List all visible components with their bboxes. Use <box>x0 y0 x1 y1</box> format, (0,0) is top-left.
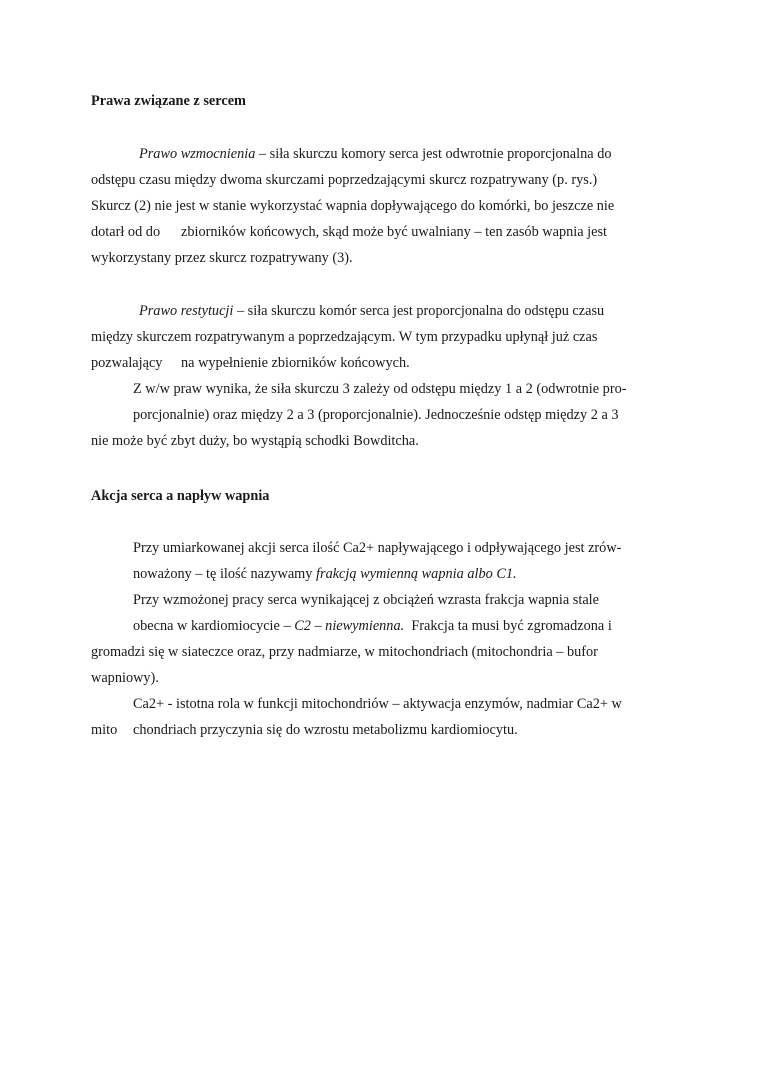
italic-term: frakcją wymienną wapnia albo C1. <box>316 566 517 582</box>
section-heading: Prawa związane z sercem <box>91 93 246 109</box>
paragraph-line: mito <box>91 722 118 738</box>
paragraph-line: Ca2+ - istotna rola w funkcji mitochondriów – aktywacja enzymów, nadmiar Ca2+ w <box>133 696 622 712</box>
paragraph-line <box>139 145 612 163</box>
paragraph-line <box>133 617 612 635</box>
paragraph-line: gromadzi się w siateczce oraz, przy nadmiarze, w mitochondriach (mitochondria – bufor <box>91 644 598 660</box>
law-term: Prawo wzmocnienia <box>139 146 256 162</box>
paragraph-line: pozwalający <box>91 355 163 371</box>
paragraph-line: na wypełnienie zbiorników końcowych. <box>181 355 410 371</box>
text-run: Frakcja ta musi być zgromadzona i <box>404 618 612 634</box>
law-definition: – siła skurczu komór serca jest proporcjonalna do odstępu czasu <box>233 303 605 319</box>
text-run: noważony – tę ilość nazywamy <box>133 566 317 582</box>
paragraph-line: Skurcz (2) nie jest w stanie wykorzystać wapnia dopływającego do komórki, bo jeszcze nie <box>91 198 615 214</box>
paragraph-line: Z w/w praw wynika, że siła skurczu 3 zależy od odstępu między 1 a 2 (odwrotnie pro- <box>133 381 627 397</box>
paragraph-line: między skurczem rozpatrywanym a poprzedzającym. W tym przypadku upłynął już czas <box>91 329 598 345</box>
paragraph-line: nie może być zbyt duży, bo wystąpią schodki Bowditcha. <box>91 433 419 449</box>
paragraph-line: odstępu czasu między dwoma skurczami poprzedzającymi skurcz rozpatrywany (p. rys.) <box>91 172 598 188</box>
paragraph-line <box>133 565 517 583</box>
paragraph-line: Przy wzmożonej pracy serca wynikającej z obciążeń wzrasta frakcja wapnia stale <box>133 592 599 608</box>
italic-term: C2 – niewymienna. <box>294 618 405 634</box>
paragraph-line <box>139 302 604 320</box>
paragraph-line: wapniowy). <box>91 670 159 686</box>
paragraph-line: porcjonalnie) oraz między 2 a 3 (proporcjonalnie). Jednocześnie odstęp między 2 a 3 <box>133 407 619 423</box>
paragraph-line: chondriach przyczynia się do wzrostu metabolizmu kardiomiocytu. <box>133 722 518 738</box>
section-heading: Akcja serca a napływ wapnia <box>91 488 270 504</box>
paragraph-line: zbiorników końcowych, skąd może być uwalniany – ten zasób wapnia jest <box>181 224 608 240</box>
paragraph-line: wykorzystany przez skurcz rozpatrywany (3). <box>91 250 353 266</box>
paragraph-line: dotarł od do <box>91 224 161 240</box>
paragraph-line: Przy umiarkowanej akcji serca ilość Ca2+ napływającego i odpływającego jest zrów- <box>133 540 622 556</box>
law-definition: – siła skurczu komory serca jest odwrotnie proporcjonalna do <box>255 146 612 162</box>
text-run: obecna w kardiomiocycie – <box>133 618 295 634</box>
law-term: Prawo restytucji <box>139 303 234 319</box>
